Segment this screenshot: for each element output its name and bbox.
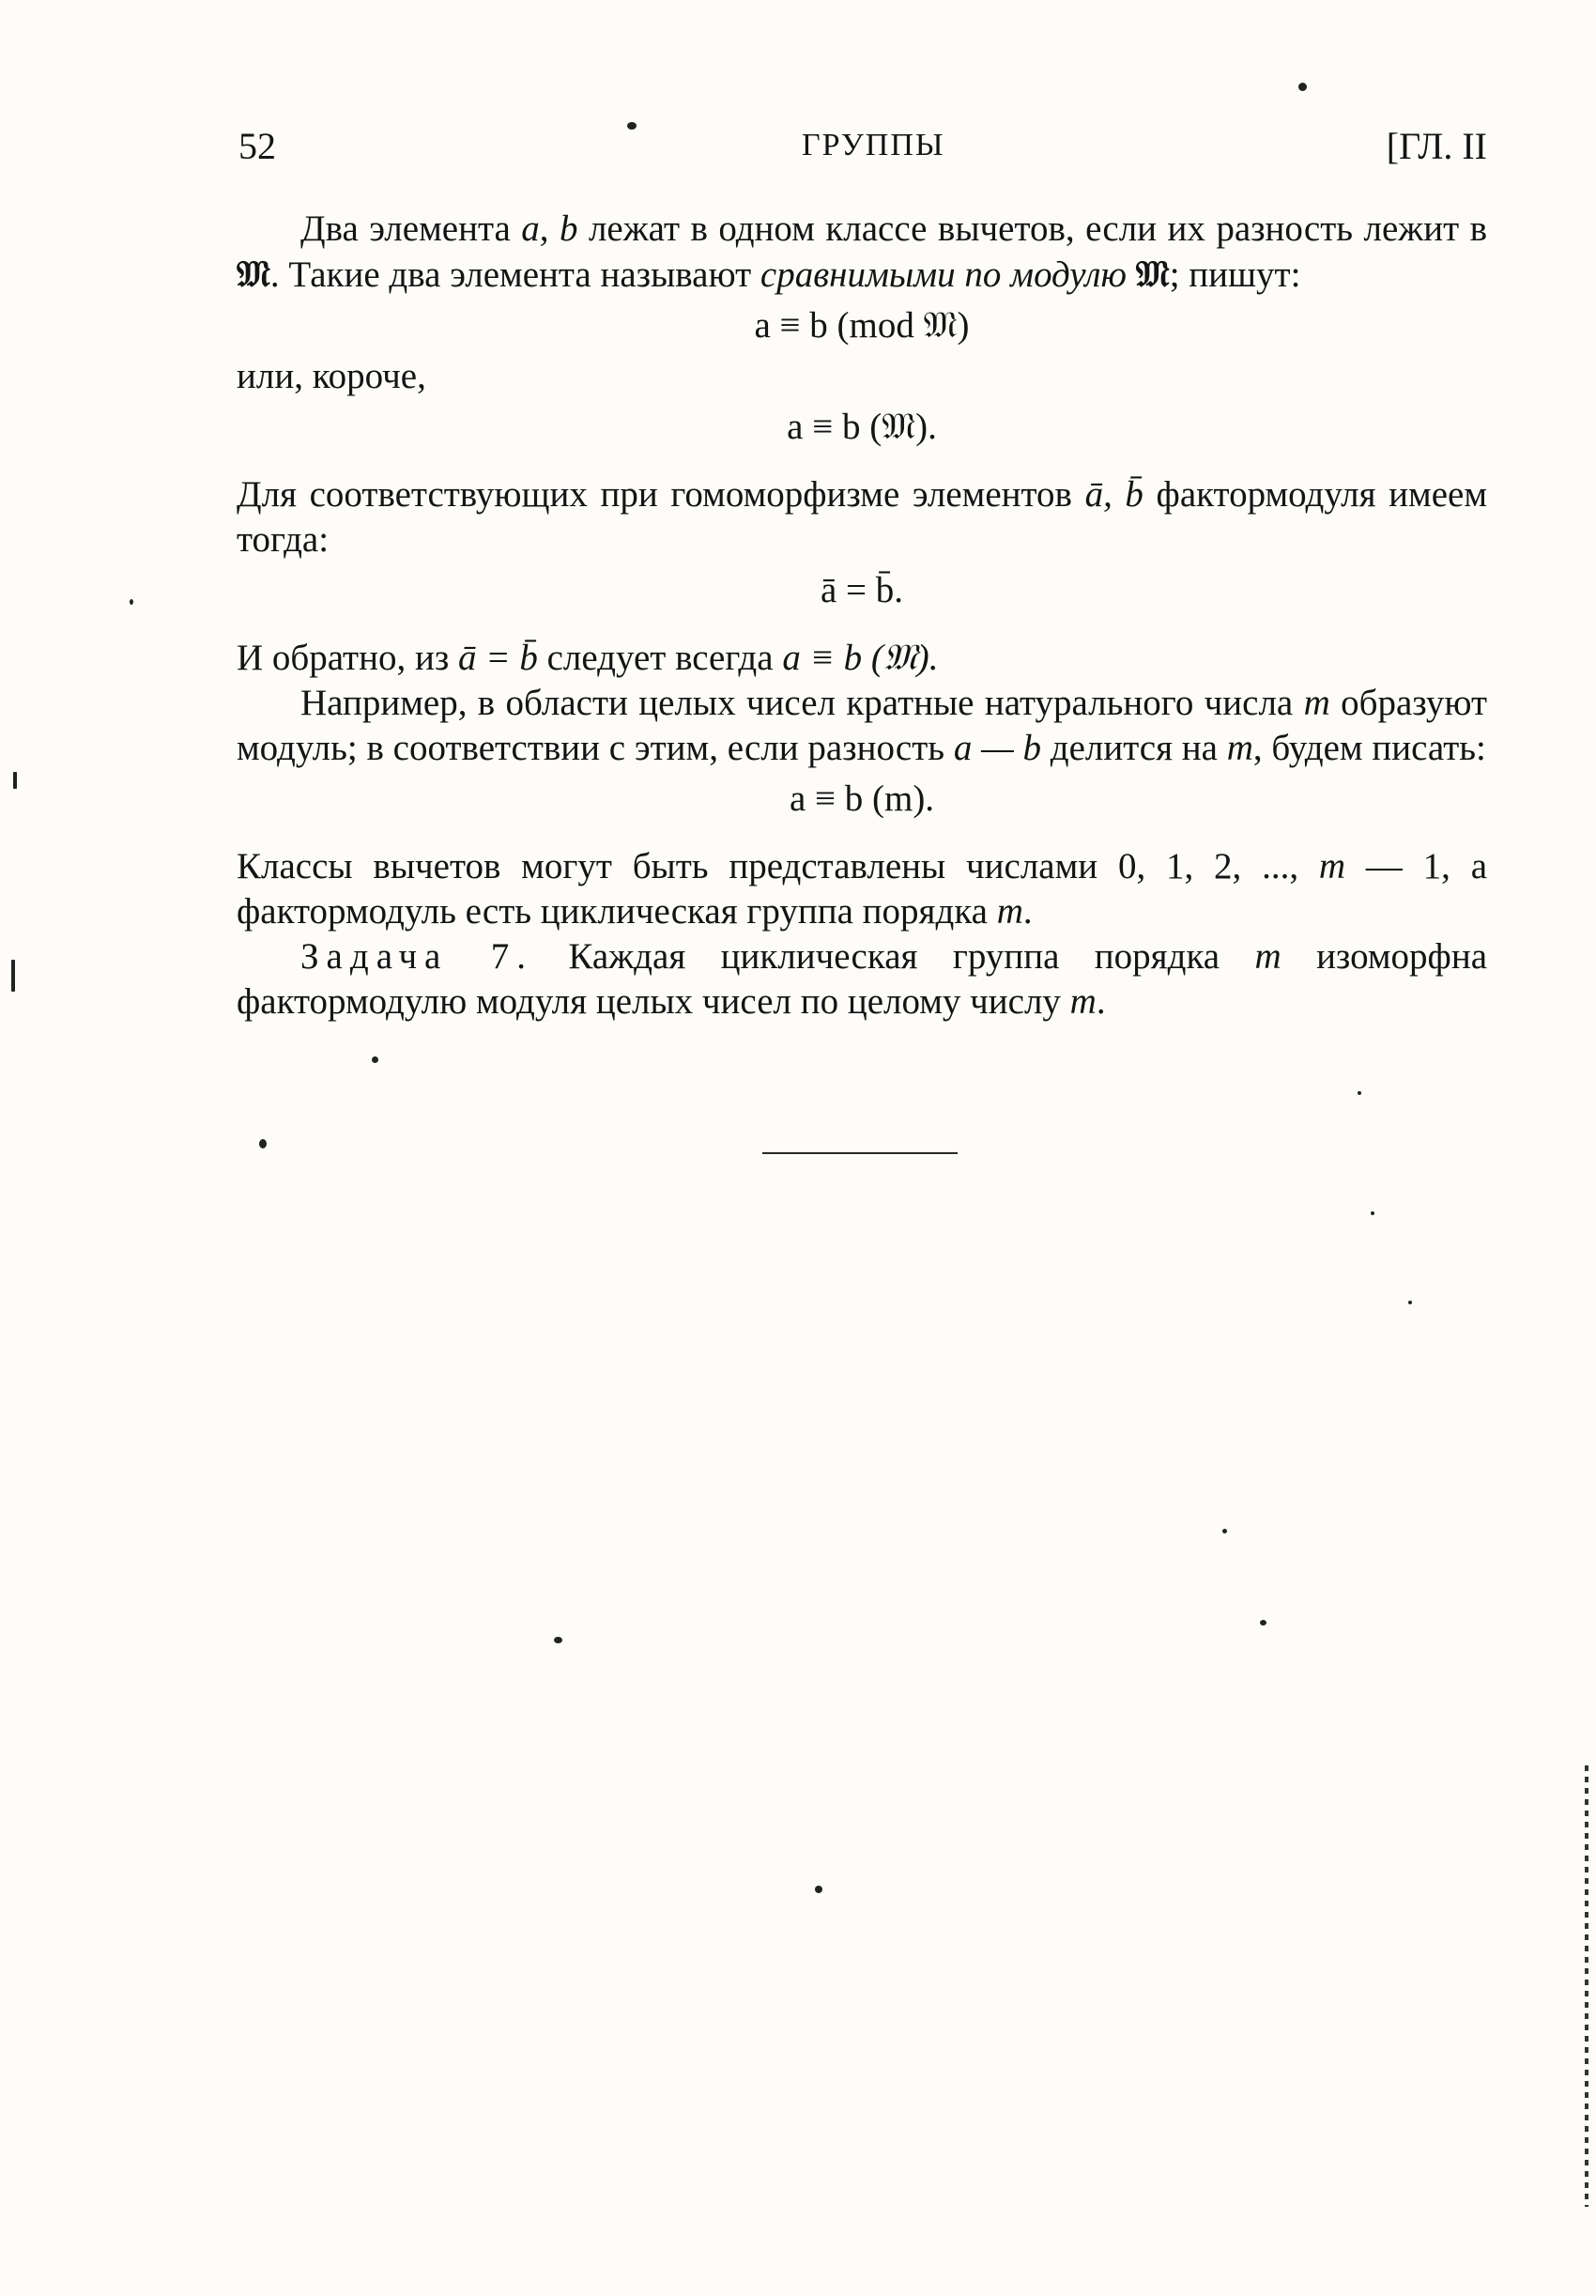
scan-speck (1358, 1091, 1361, 1095)
text-span: Каждая циклическая группа порядка (568, 936, 1220, 977)
scan-speck (372, 1056, 378, 1063)
scan-speck (1371, 1211, 1374, 1215)
math-var: m (1226, 728, 1253, 768)
text-span: — 1, а фактормодуль есть циклическая группа порядка (237, 846, 1488, 932)
text-span: следует всегда (546, 638, 774, 678)
scan-speck (815, 1886, 822, 1893)
text-span: И обратно, из (237, 638, 450, 678)
exercise-label: Задача 7. (300, 936, 534, 977)
text-span: , будем писать: (1252, 728, 1486, 768)
emphasis-term: сравнимыми по модулю (760, 254, 1128, 295)
scan-speck (554, 1637, 562, 1643)
text-span: . (1096, 981, 1106, 1022)
page-body (237, 207, 1487, 1025)
math-var: m (1069, 981, 1097, 1022)
scan-speck (1298, 83, 1307, 91)
math-inline: a ≡ b (𝔐). (782, 638, 939, 678)
text-span: образуют модуль; в соответствии с этим, если разность (237, 683, 1488, 768)
text-span: лежат в одном классе вычетов, если их разность лежит в (588, 208, 1488, 249)
text-span: Например, в области целых чисел кратные натурального числа (300, 683, 1294, 723)
math-inline: a — b (953, 728, 1042, 768)
scan-speck (1408, 1301, 1412, 1304)
paragraph-converse (237, 636, 1487, 681)
scan-speck (1260, 1620, 1266, 1626)
math-inline: ā = b̄ (458, 638, 538, 678)
scan-speck (627, 122, 637, 130)
paragraph-example (237, 681, 1487, 771)
scan-speck (259, 1139, 267, 1148)
math-var: m (1254, 936, 1281, 977)
text-span: . (1022, 891, 1033, 932)
formula-equality: ā = b̄. (820, 570, 904, 610)
exercise-7 (237, 934, 1487, 1025)
text-span: Два элемента (300, 208, 511, 249)
math-var: ā, b̄ (1084, 474, 1143, 515)
text-span: . Такие два элемента называют (269, 254, 752, 295)
text-span: фактормодуля имеем тогда: (237, 474, 1488, 560)
paragraph-residue-representatives (237, 844, 1487, 934)
text-span: Классы вычетов могут быть представлены числами 0, 1, 2, ..., (237, 846, 1299, 886)
page-number: 52 (238, 125, 276, 167)
running-title: ГРУППЫ (802, 128, 945, 162)
math-module-symbol: 𝔐 (1135, 253, 1170, 296)
paragraph-residue-classes: Два элемента a, b лежат в одном классе вычетов, если их разность лежит в 𝔐. Такие два элемента называют сравнимыми по модулю 𝔐; пишут: (237, 208, 1488, 296)
paragraph-shorter: или, короче, (237, 356, 426, 396)
scan-edge-artifact (1585, 1765, 1588, 2207)
text-span: делится на (1050, 728, 1218, 768)
math-module-symbol: 𝔐 (237, 253, 270, 296)
chapter-marker: [ГЛ. II (1386, 125, 1487, 167)
math-var: m (996, 891, 1023, 932)
scan-speck (13, 772, 17, 789)
math-var: a (521, 208, 540, 249)
formula-congruence-short: a ≡ b (𝔐). (787, 407, 937, 447)
scan-speck (11, 960, 15, 992)
math-var: b (559, 208, 578, 249)
text-span: ; пишут: (1169, 254, 1301, 295)
scan-speck (130, 599, 133, 605)
section-end-rule (762, 1152, 958, 1154)
formula-congruence-mod: a ≡ b (mod 𝔐) (754, 305, 970, 346)
text-span: изоморфна фактормодулю модуля целых чисел по целому числу (237, 936, 1487, 1022)
paragraph-homomorphism (237, 472, 1487, 562)
formula-congruence-m: a ≡ b (m). (789, 778, 935, 819)
running-header (238, 124, 1487, 180)
scan-speck (1222, 1529, 1227, 1533)
math-var: m (1303, 683, 1330, 723)
text-span: Для соответствующих при гомоморфизме элементов (237, 474, 1072, 515)
math-var: m (1318, 846, 1346, 886)
